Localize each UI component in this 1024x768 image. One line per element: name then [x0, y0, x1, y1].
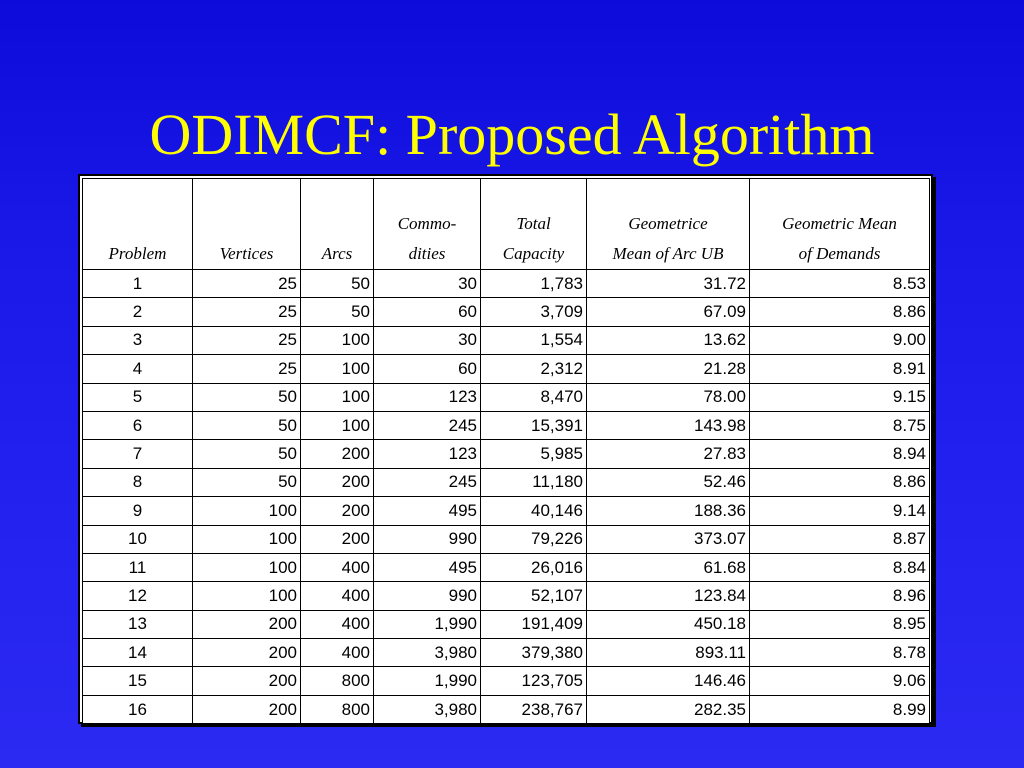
cell-commodities: 3,980 [374, 695, 481, 723]
cell-vertices: 200 [193, 610, 301, 638]
cell-vertices: 25 [193, 326, 301, 354]
cell-vertices: 50 [193, 440, 301, 468]
cell-problem: 6 [83, 411, 193, 439]
cell-arcs: 200 [301, 497, 374, 525]
cell-vertices: 100 [193, 553, 301, 581]
cell-total-capacity: 123,705 [481, 667, 587, 695]
cell-commodities: 495 [374, 553, 481, 581]
cell-total-capacity: 52,107 [481, 582, 587, 610]
cell-problem: 10 [83, 525, 193, 553]
cell-geometric-mean-arc-ub: 31.72 [587, 270, 750, 298]
cell-problem: 3 [83, 326, 193, 354]
cell-geometric-mean-demands: 8.99 [750, 695, 930, 723]
cell-arcs: 800 [301, 695, 374, 723]
cell-commodities: 30 [374, 326, 481, 354]
cell-arcs: 400 [301, 553, 374, 581]
table-header-row [83, 179, 930, 270]
cell-vertices: 200 [193, 695, 301, 723]
cell-problem: 1 [83, 270, 193, 298]
table-row [83, 667, 930, 695]
cell-geometric-mean-arc-ub: 450.18 [587, 610, 750, 638]
table-row [83, 553, 930, 581]
cell-problem: 12 [83, 582, 193, 610]
cell-total-capacity: 8,470 [481, 383, 587, 411]
cell-arcs: 400 [301, 582, 374, 610]
cell-geometric-mean-demands: 8.78 [750, 639, 930, 667]
cell-arcs: 100 [301, 355, 374, 383]
cell-geometric-mean-arc-ub: 61.68 [587, 553, 750, 581]
cell-geometric-mean-arc-ub: 282.35 [587, 695, 750, 723]
cell-commodities: 990 [374, 525, 481, 553]
cell-geometric-mean-arc-ub: 188.36 [587, 497, 750, 525]
cell-commodities: 60 [374, 355, 481, 383]
table-row [83, 326, 930, 354]
cell-total-capacity: 379,380 [481, 639, 587, 667]
cell-total-capacity: 40,146 [481, 497, 587, 525]
cell-geometric-mean-arc-ub: 123.84 [587, 582, 750, 610]
cell-geometric-mean-arc-ub: 146.46 [587, 667, 750, 695]
cell-problem: 4 [83, 355, 193, 383]
cell-problem: 16 [83, 695, 193, 723]
cell-commodities: 60 [374, 298, 481, 326]
table-row [83, 695, 930, 723]
cell-commodities: 30 [374, 270, 481, 298]
table-row [83, 525, 930, 553]
cell-arcs: 800 [301, 667, 374, 695]
table-row [83, 355, 930, 383]
cell-geometric-mean-arc-ub: 143.98 [587, 411, 750, 439]
header-geometric-mean-arc-ub: Geometrice Mean of Arc UB [587, 179, 750, 270]
cell-geometric-mean-arc-ub: 67.09 [587, 298, 750, 326]
cell-commodities: 123 [374, 383, 481, 411]
cell-problem: 5 [83, 383, 193, 411]
cell-geometric-mean-demands: 9.00 [750, 326, 930, 354]
cell-geometric-mean-arc-ub: 13.62 [587, 326, 750, 354]
cell-vertices: 200 [193, 639, 301, 667]
cell-geometric-mean-demands: 9.14 [750, 497, 930, 525]
cell-geometric-mean-demands: 8.84 [750, 553, 930, 581]
table-row [83, 383, 930, 411]
table-row [83, 298, 930, 326]
cell-geometric-mean-demands: 8.91 [750, 355, 930, 383]
cell-geometric-mean-arc-ub: 893.11 [587, 639, 750, 667]
cell-vertices: 50 [193, 468, 301, 496]
cell-geometric-mean-arc-ub: 27.83 [587, 440, 750, 468]
header-problem: Problem [83, 179, 193, 270]
cell-geometric-mean-demands: 8.95 [750, 610, 930, 638]
table-row [83, 497, 930, 525]
cell-commodities: 1,990 [374, 610, 481, 638]
cell-commodities: 3,980 [374, 639, 481, 667]
cell-geometric-mean-demands: 8.86 [750, 468, 930, 496]
cell-total-capacity: 5,985 [481, 440, 587, 468]
cell-geometric-mean-arc-ub: 373.07 [587, 525, 750, 553]
cell-geometric-mean-demands: 8.86 [750, 298, 930, 326]
table-row [83, 440, 930, 468]
cell-arcs: 100 [301, 411, 374, 439]
cell-geometric-mean-demands: 8.94 [750, 440, 930, 468]
results-table-frame [78, 174, 933, 724]
cell-problem: 13 [83, 610, 193, 638]
cell-total-capacity: 79,226 [481, 525, 587, 553]
cell-geometric-mean-demands: 9.06 [750, 667, 930, 695]
cell-total-capacity: 1,783 [481, 270, 587, 298]
results-table [82, 178, 930, 724]
cell-problem: 11 [83, 553, 193, 581]
cell-commodities: 245 [374, 468, 481, 496]
cell-vertices: 100 [193, 525, 301, 553]
table-row [83, 411, 930, 439]
cell-total-capacity: 3,709 [481, 298, 587, 326]
table-row [83, 639, 930, 667]
cell-commodities: 245 [374, 411, 481, 439]
cell-geometric-mean-demands: 8.53 [750, 270, 930, 298]
header-commodities: Commo- dities [374, 179, 481, 270]
cell-problem: 2 [83, 298, 193, 326]
cell-problem: 15 [83, 667, 193, 695]
cell-vertices: 25 [193, 355, 301, 383]
cell-commodities: 990 [374, 582, 481, 610]
cell-problem: 7 [83, 440, 193, 468]
cell-commodities: 1,990 [374, 667, 481, 695]
cell-geometric-mean-arc-ub: 78.00 [587, 383, 750, 411]
cell-geometric-mean-arc-ub: 52.46 [587, 468, 750, 496]
cell-arcs: 200 [301, 468, 374, 496]
cell-commodities: 495 [374, 497, 481, 525]
cell-total-capacity: 26,016 [481, 553, 587, 581]
cell-total-capacity: 191,409 [481, 610, 587, 638]
table-row [83, 468, 930, 496]
cell-total-capacity: 238,767 [481, 695, 587, 723]
cell-vertices: 50 [193, 383, 301, 411]
table-row [83, 610, 930, 638]
cell-arcs: 200 [301, 440, 374, 468]
cell-geometric-mean-arc-ub: 21.28 [587, 355, 750, 383]
slide-title: ODIMCF: Proposed Algorithm [149, 102, 875, 167]
table-row [83, 582, 930, 610]
table-body [83, 270, 930, 724]
cell-total-capacity: 11,180 [481, 468, 587, 496]
cell-vertices: 50 [193, 411, 301, 439]
cell-arcs: 400 [301, 639, 374, 667]
cell-arcs: 50 [301, 270, 374, 298]
cell-total-capacity: 1,554 [481, 326, 587, 354]
header-total-capacity: Total Capacity [481, 179, 587, 270]
cell-arcs: 400 [301, 610, 374, 638]
cell-arcs: 100 [301, 326, 374, 354]
cell-problem: 8 [83, 468, 193, 496]
header-vertices: Vertices [193, 179, 301, 270]
cell-arcs: 50 [301, 298, 374, 326]
cell-problem: 9 [83, 497, 193, 525]
cell-vertices: 200 [193, 667, 301, 695]
cell-commodities: 123 [374, 440, 481, 468]
cell-vertices: 25 [193, 298, 301, 326]
cell-arcs: 200 [301, 525, 374, 553]
cell-geometric-mean-demands: 9.15 [750, 383, 930, 411]
cell-vertices: 100 [193, 582, 301, 610]
cell-geometric-mean-demands: 8.87 [750, 525, 930, 553]
header-arcs: Arcs [301, 179, 374, 270]
cell-total-capacity: 2,312 [481, 355, 587, 383]
cell-arcs: 100 [301, 383, 374, 411]
cell-vertices: 100 [193, 497, 301, 525]
header-geometric-mean-demands: Geometric Mean of Demands [750, 179, 930, 270]
table-row [83, 270, 930, 298]
cell-vertices: 25 [193, 270, 301, 298]
cell-total-capacity: 15,391 [481, 411, 587, 439]
cell-problem: 14 [83, 639, 193, 667]
cell-geometric-mean-demands: 8.75 [750, 411, 930, 439]
cell-geometric-mean-demands: 8.96 [750, 582, 930, 610]
